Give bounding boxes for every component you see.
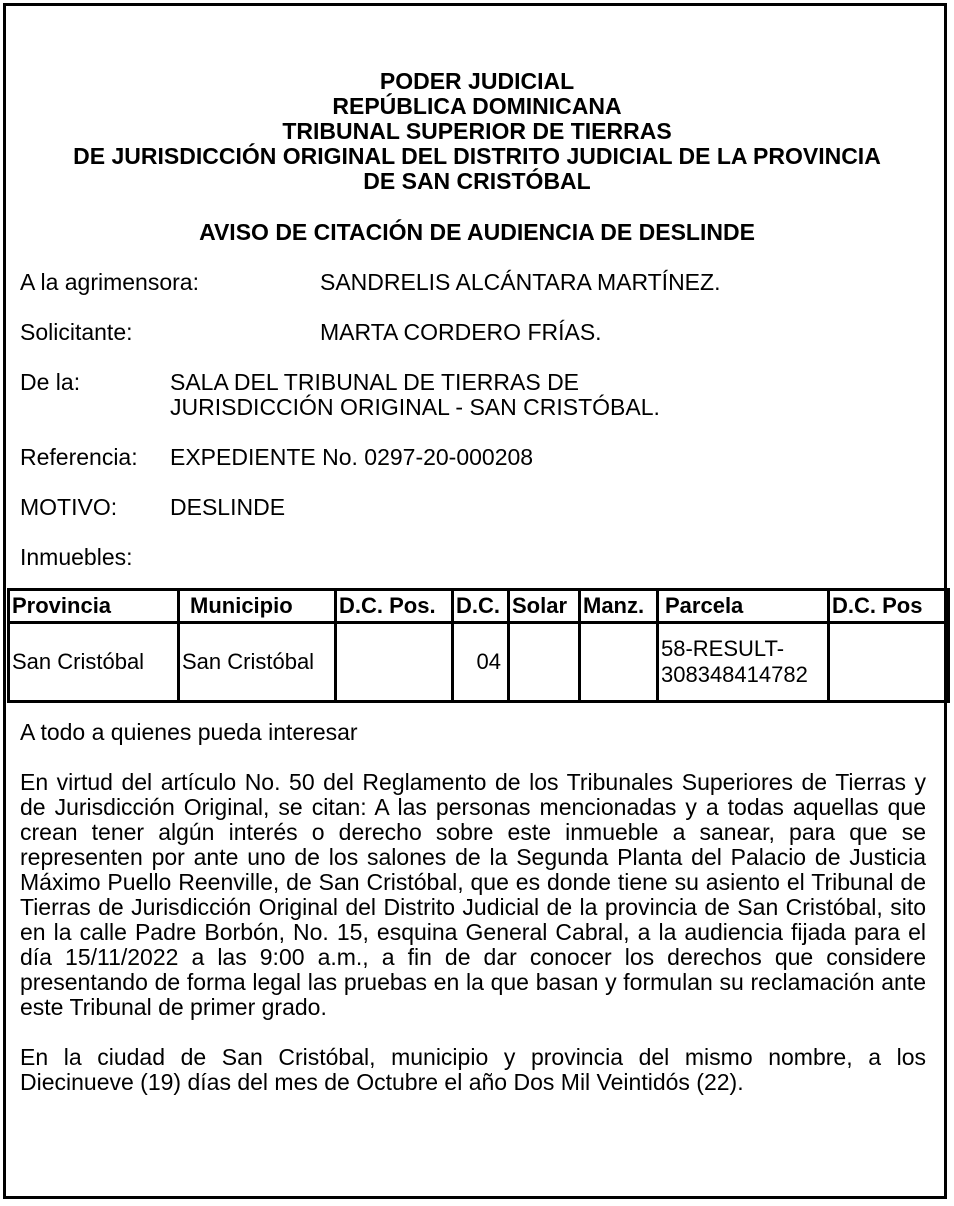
cell-dc: 04 bbox=[453, 623, 509, 702]
field-motivo-value: DESLINDE bbox=[170, 494, 286, 520]
cell-provincia: San Cristóbal bbox=[9, 623, 179, 702]
inmuebles-table bbox=[7, 588, 950, 703]
field-solicitante-label: Solicitante: bbox=[20, 319, 133, 345]
inmuebles-table-wrap bbox=[7, 588, 947, 703]
column-header-dc-pos: D.C. Pos. bbox=[336, 590, 453, 623]
greeting: A todo a quienes pueda interesar bbox=[20, 719, 358, 745]
field-referencia-value: EXPEDIENTE No. 0297-20-000208 bbox=[170, 444, 534, 470]
field-de-la-value-line2: JURISDICCIÓN ORIGINAL - SAN CRISTÓBAL. bbox=[170, 394, 660, 420]
column-header-dc: D.C. bbox=[453, 590, 509, 623]
closing-paragraph: En la ciudad de San Cristóbal, municipio y provincia del mismo nombre, a los Diecinueve (19) días del mes de Octubre el año Dos Mil Veintidós (22). bbox=[20, 1044, 926, 1095]
header-line-jurisdiccion: DE JURISDICCIÓN ORIGINAL DEL DISTRITO JUDICIAL DE LA PROVINCIA bbox=[73, 143, 881, 169]
column-header-manz: Manz. bbox=[580, 590, 658, 623]
field-motivo-label: MOTIVO: bbox=[20, 494, 118, 520]
cell-solar bbox=[509, 623, 580, 702]
field-de-la-label: De la: bbox=[20, 369, 81, 395]
header-line-san-cristobal: DE SAN CRISTÓBAL bbox=[363, 168, 591, 194]
document-header bbox=[0, 69, 954, 194]
field-agrimensora-value: SANDRELIS ALCÁNTARA MARTÍNEZ. bbox=[320, 269, 721, 295]
column-header-solar: Solar bbox=[509, 590, 580, 623]
body-paragraph: En virtud del artículo No. 50 del Reglamento de los Tribunales Superiores de Tierras y de Jurisdicción Original, se citan: A las personas mencionadas y a todas aquellas que crean tener algún interés o derecho sobre este inmueble a sanear, para que se representen por ante uno de los salones de la Segunda Planta del Palacio de Justicia Máximo Puello Reenville, de San Cristóbal, que es donde tiene su asiento el Tribunal de Tierras de Jurisdicción Original del Distrito Judicial de la provincia de San Cristóbal, sito en la calle Padre Borbón, No. 15, esquina General Cabral, a la audiencia fijada para el día 15/11/2022 a las 9:00 a.m., a fin de dar conocer los derechos que considere presentando de forma legal las pruebas en la que basan y formulan su reclamación ante este Tribunal de primer grado. bbox=[20, 769, 926, 1020]
header-line-republica: REPÚBLICA DOMINICANA bbox=[332, 93, 622, 119]
column-header-municipio: Municipio bbox=[179, 590, 336, 623]
cell-municipio: San Cristóbal bbox=[179, 623, 336, 702]
table-header-row bbox=[9, 590, 949, 623]
notice-title: AVISO DE CITACIÓN DE AUDIENCIA DE DESLINDE bbox=[199, 219, 755, 245]
column-header-dc-pos-2: D.C. Pos bbox=[829, 590, 949, 623]
table-row bbox=[9, 623, 949, 702]
cell-parcela-line2: 308348414782 bbox=[661, 662, 808, 687]
column-header-parcela: Parcela bbox=[658, 590, 829, 623]
header-line-poder-judicial: PODER JUDICIAL bbox=[379, 68, 575, 94]
field-solicitante-value: MARTA CORDERO FRÍAS. bbox=[320, 319, 602, 345]
header-line-tribunal: TRIBUNAL SUPERIOR DE TIERRAS bbox=[282, 118, 672, 144]
cell-manz bbox=[580, 623, 658, 702]
field-agrimensora-label: A la agrimensora: bbox=[20, 269, 199, 295]
field-de-la-value-line1: SALA DEL TRIBUNAL DE TIERRAS DE bbox=[170, 369, 580, 395]
field-referencia-label: Referencia: bbox=[20, 444, 138, 470]
cell-dc-pos-2 bbox=[829, 623, 949, 702]
column-header-provincia: Provincia bbox=[9, 590, 179, 623]
cell-dc-pos bbox=[336, 623, 453, 702]
cell-parcela bbox=[658, 623, 829, 702]
field-inmuebles-label: Inmuebles: bbox=[20, 544, 133, 570]
cell-parcela-line1: 58-RESULT- bbox=[661, 636, 785, 661]
